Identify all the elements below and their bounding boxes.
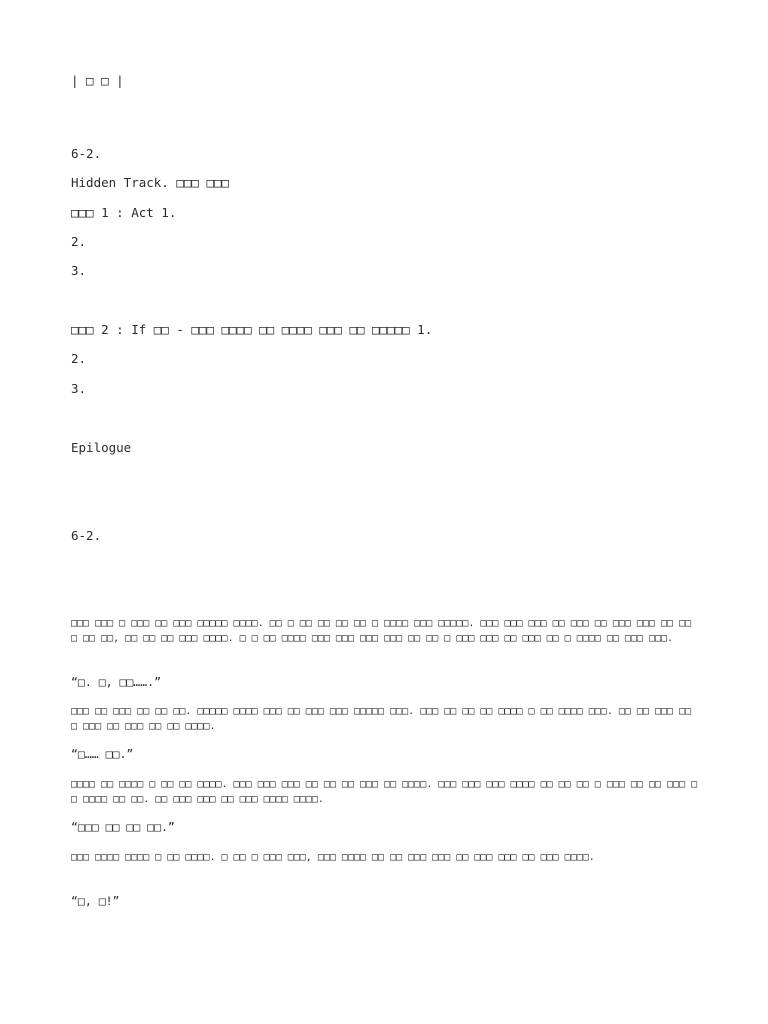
toc-act2-item3: 3. xyxy=(71,381,87,396)
toc-act1: □□□ 1 : Act 1. xyxy=(71,205,177,220)
toc-act1-item2: 2. xyxy=(71,234,87,249)
paragraph-3: □□□□ □□ □□□□ □ □□ □□ □□□□. □□□ □□□ □□□ □□ □□ □□ □□□ □□ □□□□. □□□ □□□ □□□ □□□□ □□ □□ □□ □ □□□ □□ □□ □□□ □□ □□□□ □□ □□. □□ □□□ □□□ □□ □□□ □□□□ □□□□. xyxy=(71,779,698,805)
dialogue-1: “□. □, □□…….” xyxy=(71,675,162,689)
toc-act1-item3: 3. xyxy=(71,263,87,278)
chapter-heading: 6-2. xyxy=(71,528,102,543)
header-bracket-title: | □ □ | xyxy=(71,73,124,88)
paragraph-2: □□□ □□ □□□ □□ □□ □□. □□□□□ □□□□ □□□ □□ □□□ □□□ □□□□□ □□□. □□□ □□ □□ □□ □□□□ □ □□ □□□□ □□□. □□ □□ □□□ □□ □ □□□ □□ □□□ □□ □□ □□□□. xyxy=(71,706,692,732)
dialogue-2: “□…… □□.” xyxy=(71,747,134,761)
paragraph-1: □□□ □□□ □ □□□ □□ □□□ □□□□□ □□□□. □□ □ □□ □□ □□ □□ □ □□□□ □□□ □□□□□. □□□ □□□ □□□ □□ □□□ □□ □□□ □□□ □□ □□ □ □□ □□, □□ □□ □□ □□□ □□□□. □ □ □□ □□□□ □□□ □□□ □□□ □□□ □□ □□ □ □□□ □□□ □□ □□□ □□ □ □□□□ □□ □□□ □□□. xyxy=(71,618,692,644)
toc-act2-item2: 2. xyxy=(71,351,87,366)
toc-act2: □□□ 2 : If □□ - □□□ □□□□ □□ □□□□ □□□ □□ □□□□□ 1. xyxy=(71,322,433,337)
toc-chapter: 6-2. xyxy=(71,146,102,161)
toc-hidden-track: Hidden Track. □□□ □□□ xyxy=(71,175,230,190)
toc-epilogue: Epilogue xyxy=(71,440,132,455)
dialogue-4: “□, □!” xyxy=(71,894,120,908)
paragraph-4: □□□ □□□□ □□□□ □ □□ □□□□. □ □□ □ □□□ □□□, □□□ □□□□ □□ □□ □□□ □□□ □□ □□□ □□□ □□ □□□ □□□□. xyxy=(71,852,595,863)
dialogue-3: “□□□ □□ □□ □□.” xyxy=(71,820,175,834)
